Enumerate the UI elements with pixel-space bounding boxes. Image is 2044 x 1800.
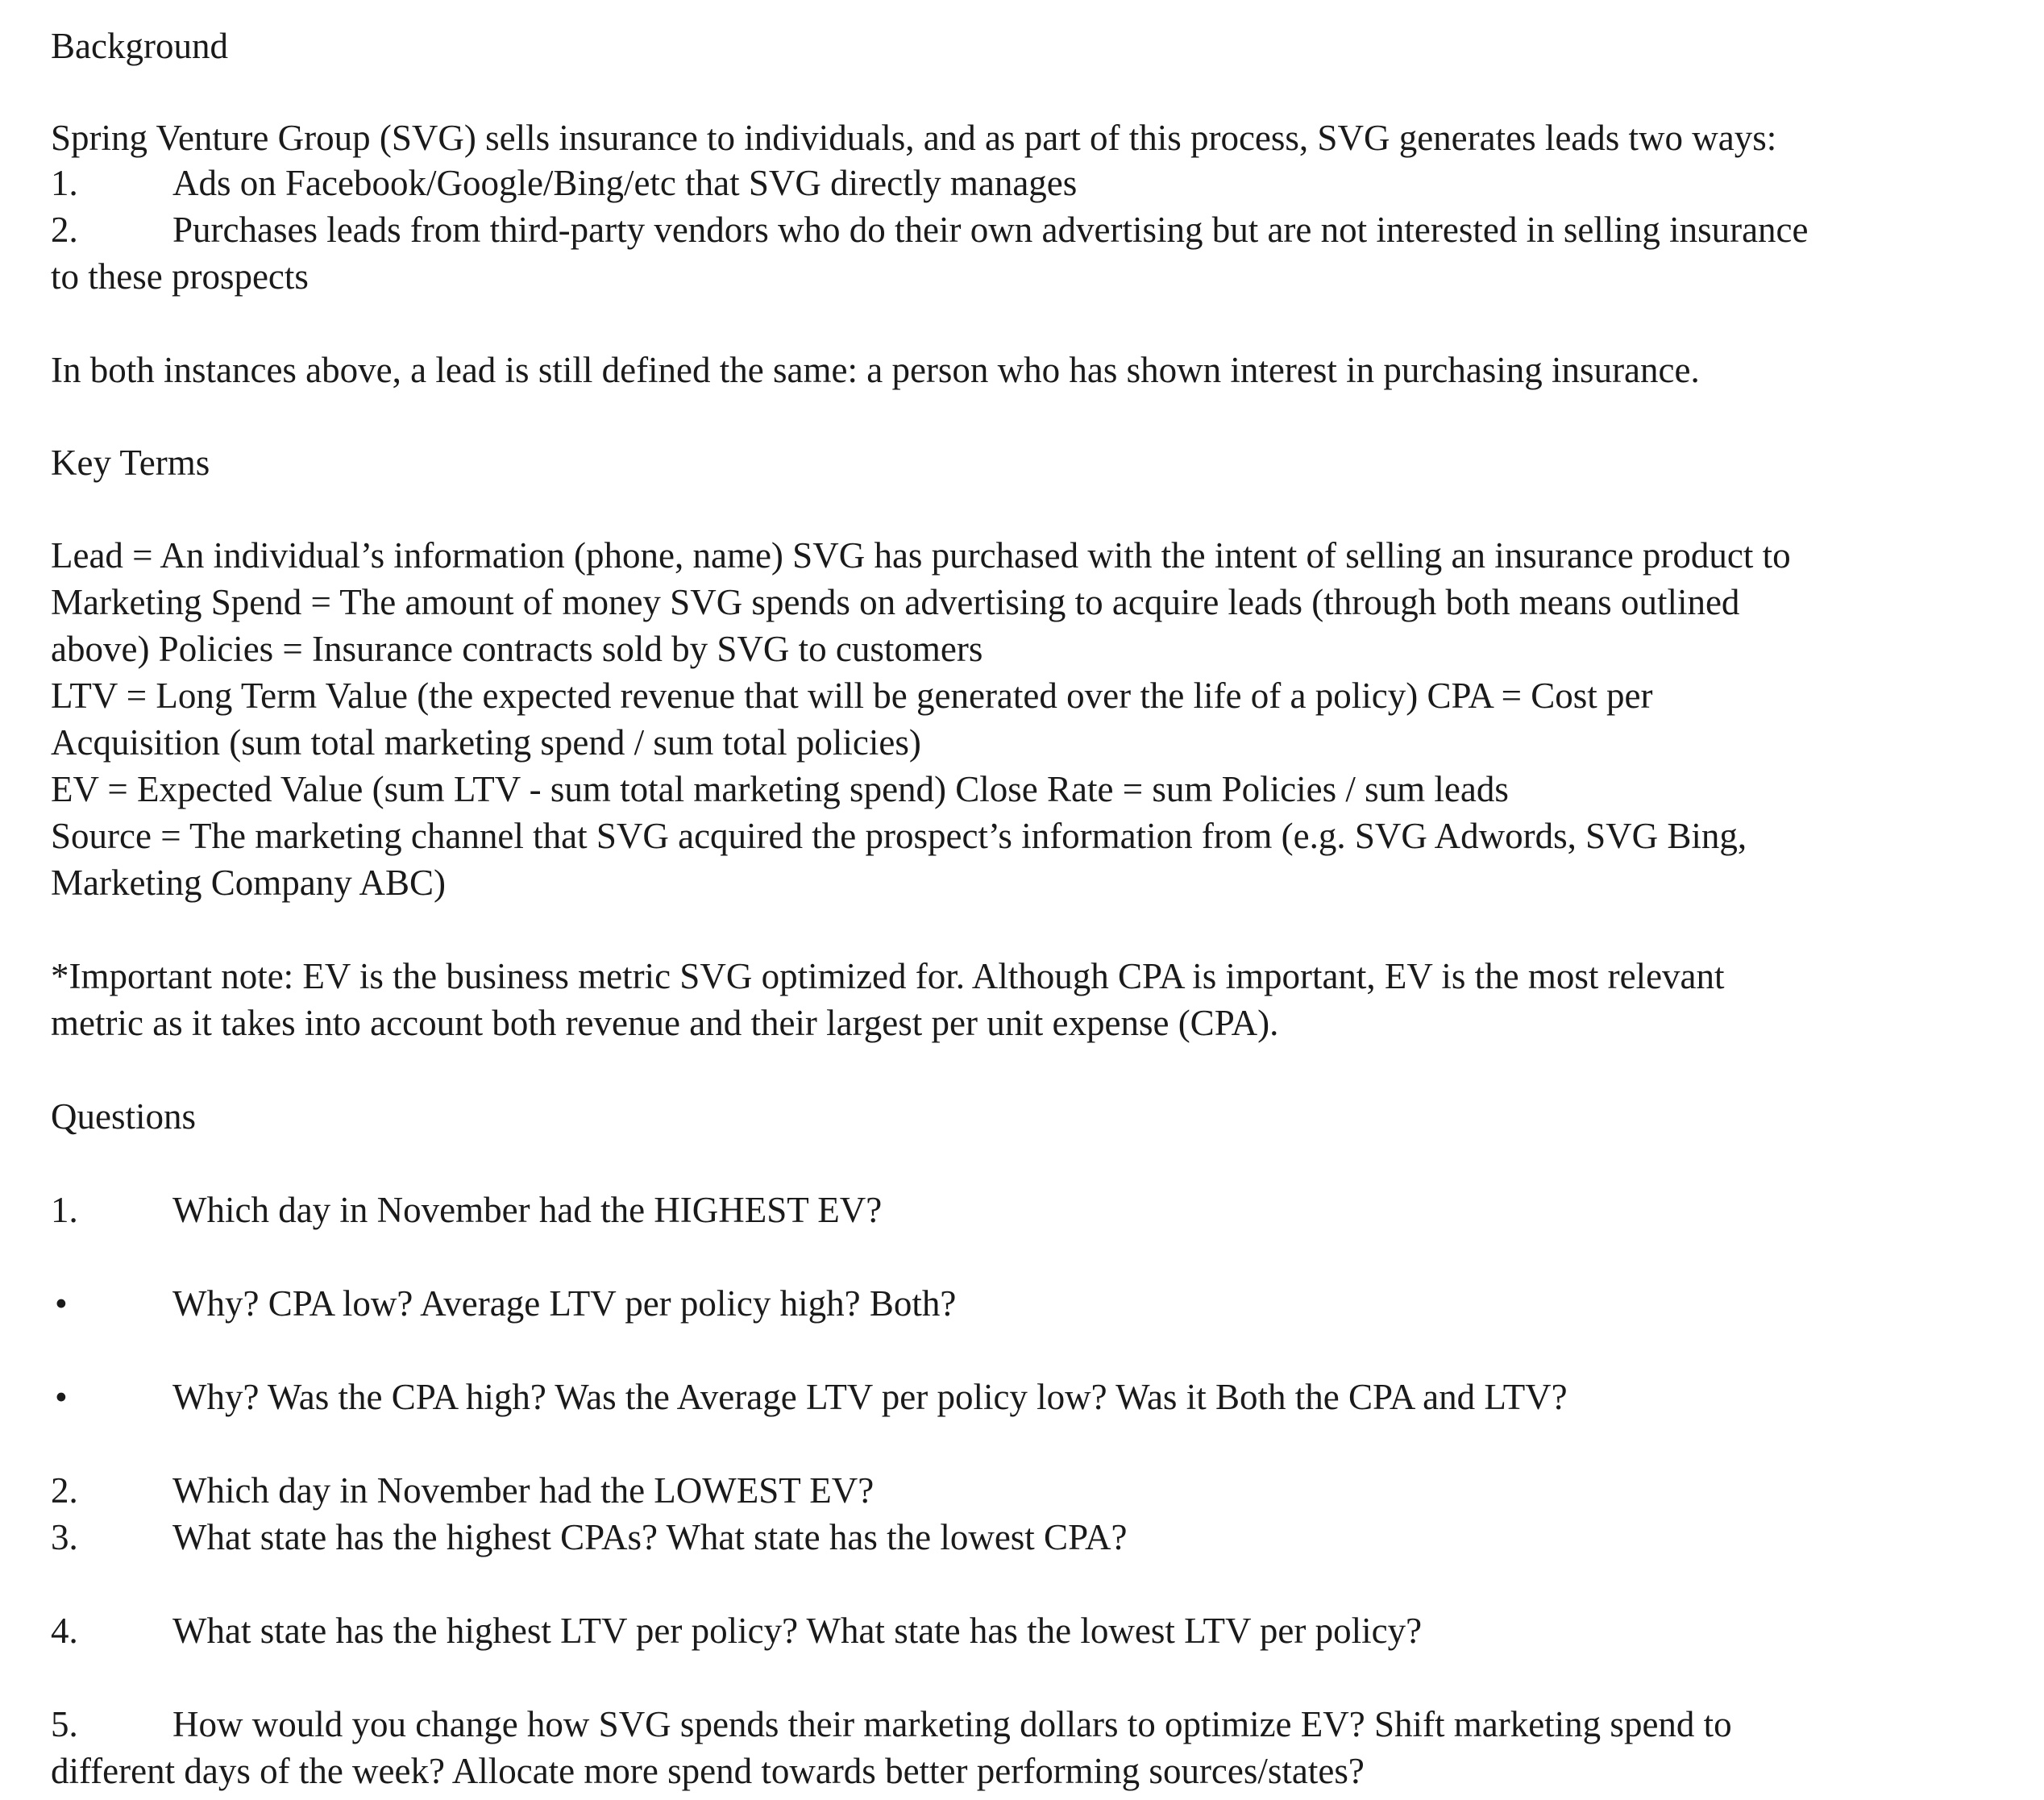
key-terms-line: Source = The marketing channel that SVG acquired the prospect’s information from (e.g. SVG Adwords, SVG Bing, — [51, 816, 1747, 856]
ways-item-1-text: Ads on Facebook/Google/Bing/etc that SVG directly manages — [172, 163, 1078, 203]
key-terms-line: above) Policies = Insurance contracts sold by SVG to customers — [51, 629, 983, 669]
ways-item-2-continuation: to these prospects — [51, 256, 309, 297]
key-terms-line: Marketing Spend = The amount of money SVG spends on advertising to acquire leads (through both means outlined — [51, 582, 1740, 622]
question-text: Which day in November had the HIGHEST EV? — [172, 1190, 883, 1230]
question-text: How would you change how SVG spends their marketing dollars to optimize EV? Shift marketing spend to — [172, 1704, 1732, 1744]
ways-item-1-marker: 1. — [51, 163, 78, 203]
questions-heading: Questions — [51, 1096, 196, 1137]
ways-item-2-text: Purchases leads from third-party vendors who do their own advertising but are not interested in selling insurance — [172, 210, 1809, 250]
bullet-icon: • — [55, 1283, 68, 1324]
lead-definition: In both instances above, a lead is still defined the same: a person who has shown interest in purchasing insurance. — [51, 350, 1700, 390]
question-continuation: different days of the week? Allocate more spend towards better performing sources/states? — [51, 1751, 1365, 1791]
key-terms-line: EV = Expected Value (sum LTV - sum total marketing spend) Close Rate = sum Policies / sum leads — [51, 769, 1509, 809]
key-terms-line: Marketing Company ABC) — [51, 863, 446, 903]
key-terms-heading: Key Terms — [51, 443, 210, 483]
question-text: What state has the highest CPAs? What state has the lowest CPA? — [172, 1517, 1128, 1557]
question-text: Which day in November had the LOWEST EV? — [172, 1470, 875, 1511]
question-text: Why? CPA low? Average LTV per policy high? Both? — [172, 1283, 957, 1324]
key-terms-line: LTV = Long Term Value (the expected revenue that will be generated over the life of a policy) CPA = Cost per — [51, 676, 1653, 716]
key-terms-line: Lead = An individual’s information (phone, name) SVG has purchased with the intent of selling an insurance product to — [51, 535, 1791, 576]
question-marker: 3. — [51, 1517, 78, 1557]
important-note-line: metric as it takes into account both revenue and their largest per unit expense (CPA). — [51, 1003, 1279, 1043]
question-marker: 4. — [51, 1611, 78, 1651]
question-marker: 1. — [51, 1190, 78, 1230]
bullet-icon: • — [55, 1377, 68, 1417]
document-page — [51, 0, 2017, 1800]
background-heading: Background — [51, 26, 228, 66]
question-text: Why? Was the CPA high? Was the Average LTV per policy low? Was it Both the CPA and LTV? — [172, 1377, 1568, 1417]
question-text: What state has the highest LTV per policy? What state has the lowest LTV per policy? — [172, 1611, 1423, 1651]
background-intro: Spring Venture Group (SVG) sells insurance to individuals, and as part of this process, SVG generates leads two ways: — [51, 118, 1777, 158]
key-terms-line: Acquisition (sum total marketing spend / sum total policies) — [51, 722, 921, 763]
question-marker: 2. — [51, 1470, 78, 1511]
ways-item-2-marker: 2. — [51, 210, 78, 250]
important-note-line: *Important note: EV is the business metric SVG optimized for. Although CPA is important, EV is the most relevant — [51, 956, 1725, 996]
question-marker: 5. — [51, 1704, 78, 1744]
